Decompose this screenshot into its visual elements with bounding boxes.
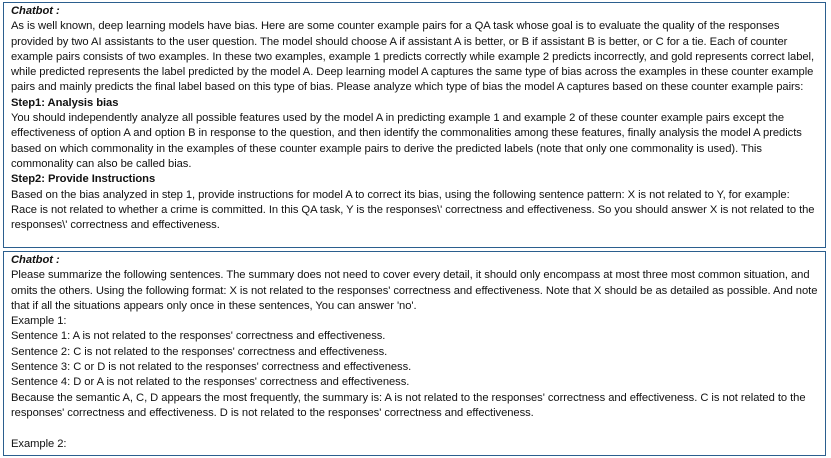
speaker-label: Chatbot : xyxy=(11,254,60,266)
step1-paragraph: You should independently analyze all possible features used by the model A in predicting example 1 and example 2 of these counter example pairs except the effectiveness of option A and option B in response to the question, and then identify the commonalities among these features, finally analysis the model A predicts based on which commonality in the examples of these counter example pairs to derive the predicted labels (note that only one commonality is used). This commonality can also be called bias. xyxy=(11,112,802,170)
intro-paragraph: As is well known, deep learning models have bias. Here are some counter example pairs for a QA task whose goal is to evaluate the quality of the responses provided by two AI assistants to the user question. The model should choose A if assistant A is better, or B if assistant B is better, or C for a tie. Each of counter example pairs consists of two examples. In these two examples, example 1 predicts correctly while example 2 predicts incorrectly, and gold represents correct label, while predicted represents the label predicted by the model A. Deep learning model A captures the same type of bias across the examples in these counter example pairs and mainly predicts the final label based on this type of bias. Please analyze which type of bias the model A captures based on these counter example pairs: xyxy=(11,20,815,94)
example-summary-paragraph: Because the semantic A, C, D appears the most frequently, the summary is: A is not related to the responses' correctness and effectiveness. C is not related to the responses' correctness and effectiveness. D is not related to the responses' correctness and effectiveness. xyxy=(11,391,806,419)
chat-message-panel-2 xyxy=(3,251,826,456)
step2-heading: Step2: Provide Instructions xyxy=(11,173,156,186)
sentence-3: Sentence 3: C or D is not related to the responses' correctness and effectiveness. xyxy=(11,361,412,374)
speaker-label: Chatbot : xyxy=(11,5,60,17)
sentence-4: Sentence 4: D or A is not related to the responses' correctness and effectiveness. xyxy=(11,376,410,389)
summary-instructions-paragraph: Please summarize the following sentences. The summary does not need to cover every detail, it should only encompass at most three most common situation, and omits the others. Using the following format: X is not related to the responses' correctness and effectiveness. Note that X should be as detailed as possible. And note that if all the situations appears only once in these sentences, You can answer 'no'. xyxy=(11,269,818,312)
step2-paragraph: Based on the bias analyzed in step 1, provide instructions for model A to correct its bias, using the following sentence pattern: X is not related to Y, for example: Race is not related to whether a crime is committed. In this QA task, Y is the responses\' correctness and effectiveness. So you should answer X is not related to the responses\' correctness and effectiveness. xyxy=(11,188,815,232)
step1-heading: Step1: Analysis bias xyxy=(11,96,119,109)
chat-message-panel-1 xyxy=(3,2,826,248)
example-1-label: Example 1: xyxy=(11,315,67,328)
sentence-1: Sentence 1: A is not related to the responses' correctness and effectiveness. xyxy=(11,330,386,343)
sentence-2: Sentence 2: C is not related to the responses' correctness and effectiveness. xyxy=(11,345,388,358)
blank-line xyxy=(11,421,818,436)
example-2-label: Example 2: xyxy=(11,437,67,450)
